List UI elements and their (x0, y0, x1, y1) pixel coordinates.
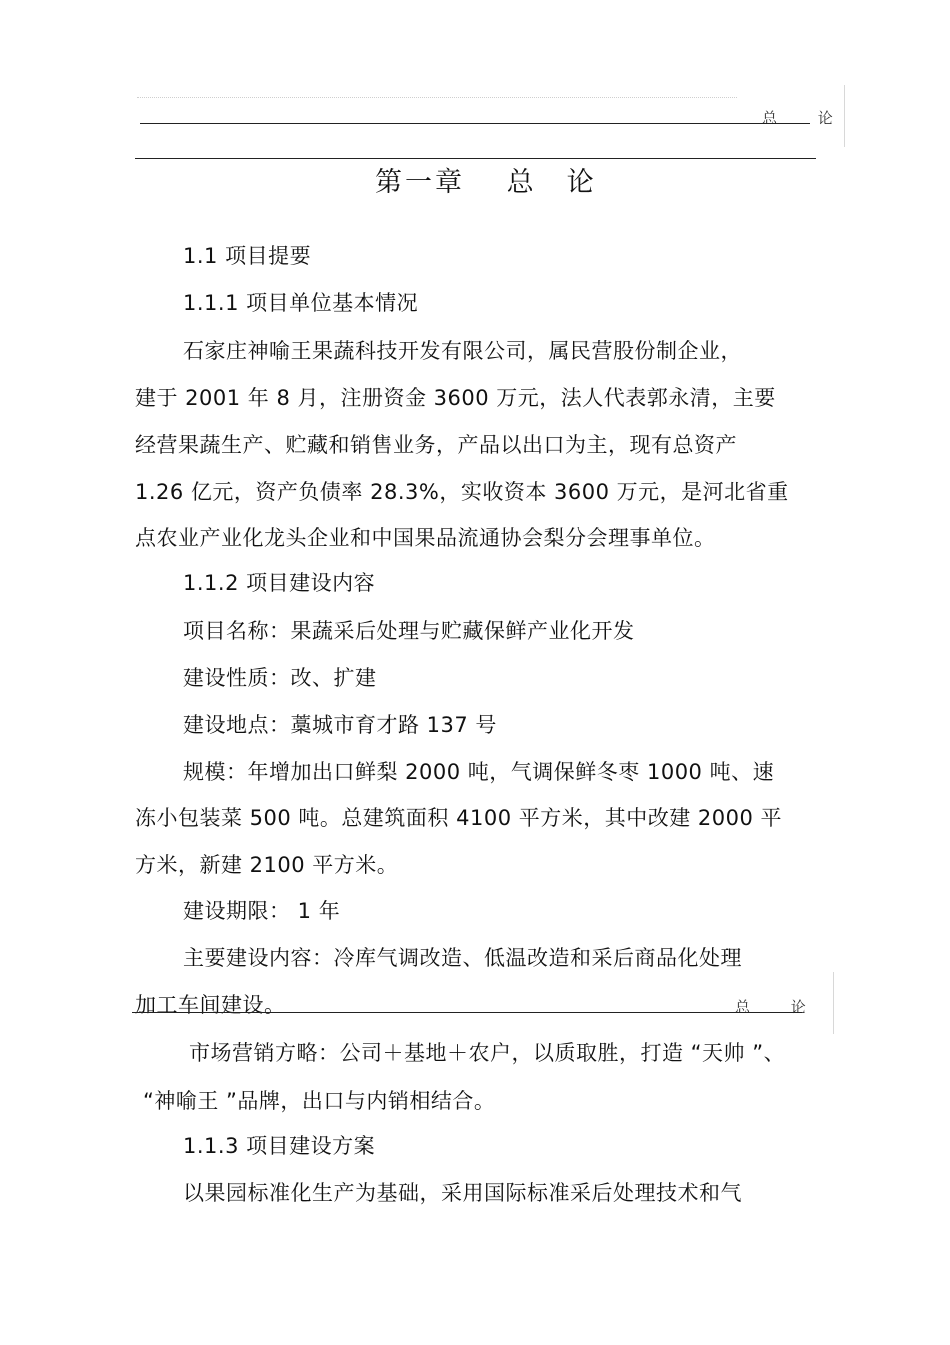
paragraph-line: 主要建设内容：冷库气调改造、低温改造和采后商品化处理 (183, 946, 742, 970)
paragraph-line: 点农业产业化龙头企业和中国果品流通协会梨分会理事单位。 (135, 526, 716, 550)
subsection-heading: 1.1.1 项目单位基本情况 (183, 291, 419, 315)
paragraph-line: 加工车间建设。 (135, 993, 286, 1017)
paragraph-line: 市场营销方略：公司＋基地＋农户，以质取胜，打造 “天帅 ”、 (189, 1041, 786, 1065)
paragraph-line: 冻小包装菜 500 吨。总建筑面积 4100 平方米，其中改建 2000 平 (135, 806, 783, 830)
page-edge-line-2 (833, 972, 834, 1034)
paragraph-line: “神喻王 ”品牌，出口与内销相结合。 (143, 1089, 496, 1113)
page-edge-line (844, 85, 845, 147)
subsection-heading: 1.1.3 项目建设方案 (183, 1134, 376, 1158)
paragraph-line: 以果园标准化生产为基础，采用国际标准采后处理技术和气 (183, 1181, 742, 1205)
section-heading: 1.1 项目提要 (183, 244, 312, 268)
paragraph-line: 建设期限： 1 年 (183, 899, 341, 923)
page-break-rule (132, 1012, 802, 1013)
running-header: 总 论 (762, 109, 851, 127)
chapter-title: 第一章 总 论 (375, 167, 597, 198)
paragraph-line: 经营果蔬生产、贮藏和销售业务，产品以出口为主，现有总资产 (135, 433, 737, 457)
paragraph-line: 项目名称：果蔬采后处理与贮藏保鲜产业化开发 (183, 619, 635, 643)
paragraph-line: 1.26 亿元，资产负债率 28.3%，实收资本 3600 万元，是河北省重 (135, 480, 789, 504)
paragraph-line: 方米，新建 2100 平方米。 (135, 853, 399, 877)
paragraph-line: 规模：年增加出口鲜梨 2000 吨，气调保鲜冬枣 1000 吨、速 (183, 760, 775, 784)
paragraph-line: 建设地点：藁城市育才路 137 号 (183, 713, 497, 737)
paragraph-line: 建于 2001 年 8 月，注册资金 3600 万元，法人代表郭永清，主要 (135, 386, 776, 410)
paragraph-line: 建设性质：改、扩建 (183, 666, 377, 690)
header-rule (140, 123, 810, 124)
subsection-heading: 1.1.2 项目建设内容 (183, 571, 376, 595)
paragraph-line: 石家庄神喻王果蔬科技开发有限公司，属民营股份制企业， (183, 339, 742, 363)
header-dotted-rule (137, 97, 737, 98)
running-header-repeat: 总 论 (735, 998, 824, 1016)
title-top-rule (135, 158, 816, 159)
